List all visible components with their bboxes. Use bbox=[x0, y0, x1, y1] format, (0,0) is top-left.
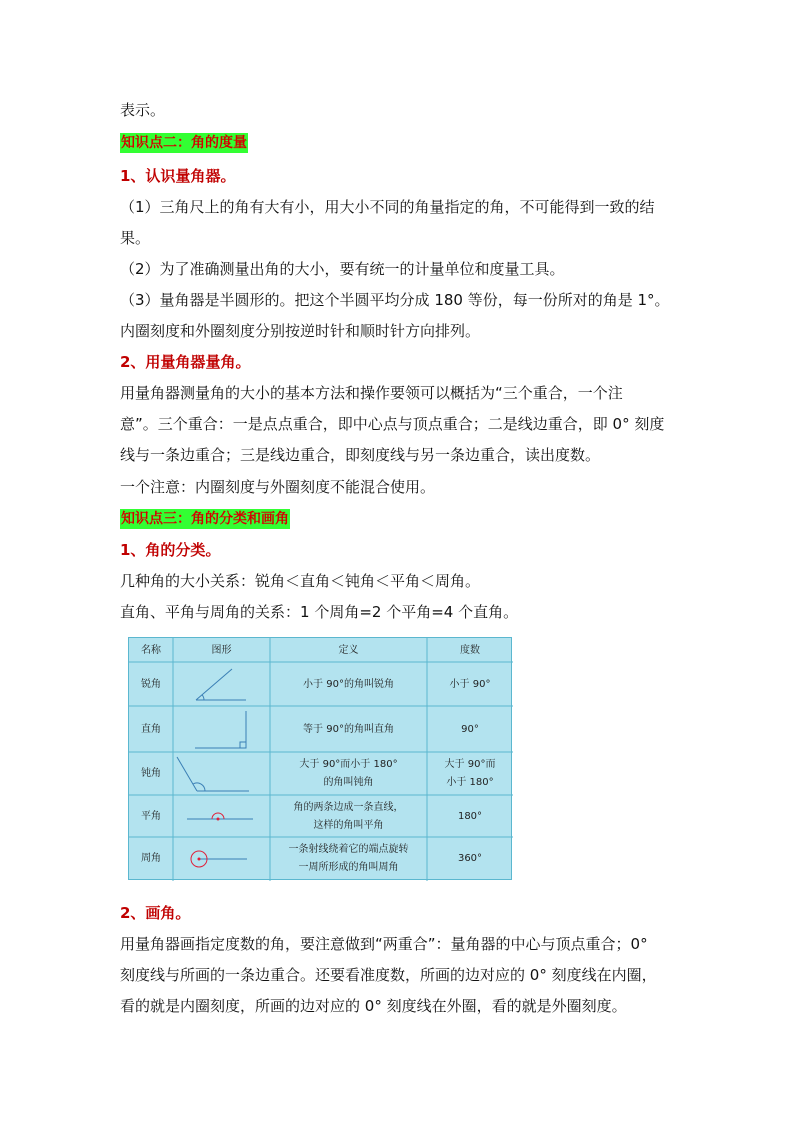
paragraph-line: 看的就是内圈刻度，所画的边对应的 0° 刻度线在外圈，看的就是外圈刻度。 bbox=[120, 997, 627, 1015]
angle-table bbox=[128, 637, 512, 880]
table-header-name: 名称 bbox=[141, 645, 161, 656]
table-cell-name: 钝角 bbox=[141, 768, 161, 779]
paragraph-line: 内圈刻度和外圈刻度分别按逆时针和顺时针方向排列。 bbox=[120, 322, 481, 340]
section-heading-draw: 2、画角。 bbox=[120, 904, 191, 922]
table-cell-name: 平角 bbox=[141, 811, 161, 822]
section-heading-classify: 1、角的分类。 bbox=[120, 541, 221, 559]
table-cell-definition: 角的两条边成一条直线， bbox=[293, 802, 404, 813]
full-angle-figure bbox=[191, 851, 247, 867]
table-cell-definition: 的角叫钝角 bbox=[323, 777, 374, 788]
paragraph-line: 直角、平角与周角的关系：1 个周角=2 个平角=4 个直角。 bbox=[120, 603, 519, 621]
paragraph-line: （3）量角器是半圆形的。把这个半圆平均分成 180 等份，每一份所对的角是 1°。 bbox=[120, 291, 670, 309]
table-cell-definition: 等于 90°的角叫直角 bbox=[303, 724, 394, 735]
paragraph-line: （2）为了准确测量出角的大小，要有统一的计量单位和度量工具。 bbox=[120, 260, 565, 278]
table-header-figure: 图形 bbox=[211, 645, 232, 656]
table-cell-degree: 小于 90° bbox=[449, 679, 491, 690]
paragraph-line: 一个注意：内圈刻度与外圈刻度不能混合使用。 bbox=[120, 478, 436, 496]
table-cell-name: 锐角 bbox=[141, 679, 161, 690]
table-cell-degree: 大于 90°而 bbox=[444, 759, 496, 770]
table-cell-definition: 小于 90°的角叫锐角 bbox=[303, 679, 394, 690]
section-heading-measure: 2、用量角器量角。 bbox=[120, 353, 251, 371]
paragraph-line: 用量角器画指定度数的角，要注意做到“两重合”：量角器的中心与顶点重合；0° bbox=[120, 935, 648, 953]
knowledge-point-2-title: 知识点二：角的度量 bbox=[121, 135, 247, 151]
table-cell-name: 直角 bbox=[141, 724, 161, 735]
paragraph-line: （1）三角尺上的角有大有小，用大小不同的角量指定的角，不可能得到一致的结 bbox=[120, 198, 655, 216]
table-header-definition: 定义 bbox=[338, 645, 359, 656]
straight-angle-figure bbox=[187, 813, 253, 821]
table-cell-degree: 小于 180° bbox=[446, 777, 494, 788]
knowledge-point-3-title: 知识点三：角的分类和画角 bbox=[121, 511, 289, 527]
table-header-degree: 度数 bbox=[460, 645, 480, 656]
right-angle-figure bbox=[195, 711, 246, 748]
paragraph-line: 果。 bbox=[120, 229, 151, 247]
intro-tail: 表示。 bbox=[120, 101, 166, 119]
paragraph-line: 刻度线与所画的一条边重合。还要看准度数，所画的边对应的 0° 刻度线在内圈， bbox=[120, 966, 657, 984]
paragraph-line: 意”。三个重合：一是点点重合，即中心点与顶点重合；二是线边重合，即 0° 刻度 bbox=[120, 415, 665, 433]
table-cell-definition: 一条射线绕着它的端点旋转 bbox=[288, 844, 409, 855]
table-cell-name: 周角 bbox=[141, 853, 161, 864]
table-cell-definition: 一周所形成的角叫周角 bbox=[298, 862, 399, 873]
paragraph-line: 用量角器测量角的大小的基本方法和操作要领可以概括为“三个重合，一个注 bbox=[120, 384, 623, 402]
section-heading-protractor: 1、认识量角器。 bbox=[120, 167, 236, 185]
table-cell-definition: 这样的角叫平角 bbox=[313, 820, 384, 831]
obtuse-angle-figure bbox=[177, 757, 249, 791]
table-cell-degree: 90° bbox=[461, 724, 479, 735]
paragraph-line: 线与一条边重合；三是线边重合，即刻度线与另一条边重合，读出度数。 bbox=[120, 446, 601, 464]
paragraph-line: 几种角的大小关系：锐角＜直角＜钝角＜平角＜周角。 bbox=[120, 572, 481, 590]
acute-angle-figure bbox=[196, 669, 246, 700]
table-cell-degree: 360° bbox=[457, 853, 483, 864]
table-cell-degree: 180° bbox=[457, 811, 483, 822]
table-cell-definition: 大于 90°而小于 180° bbox=[299, 759, 398, 770]
